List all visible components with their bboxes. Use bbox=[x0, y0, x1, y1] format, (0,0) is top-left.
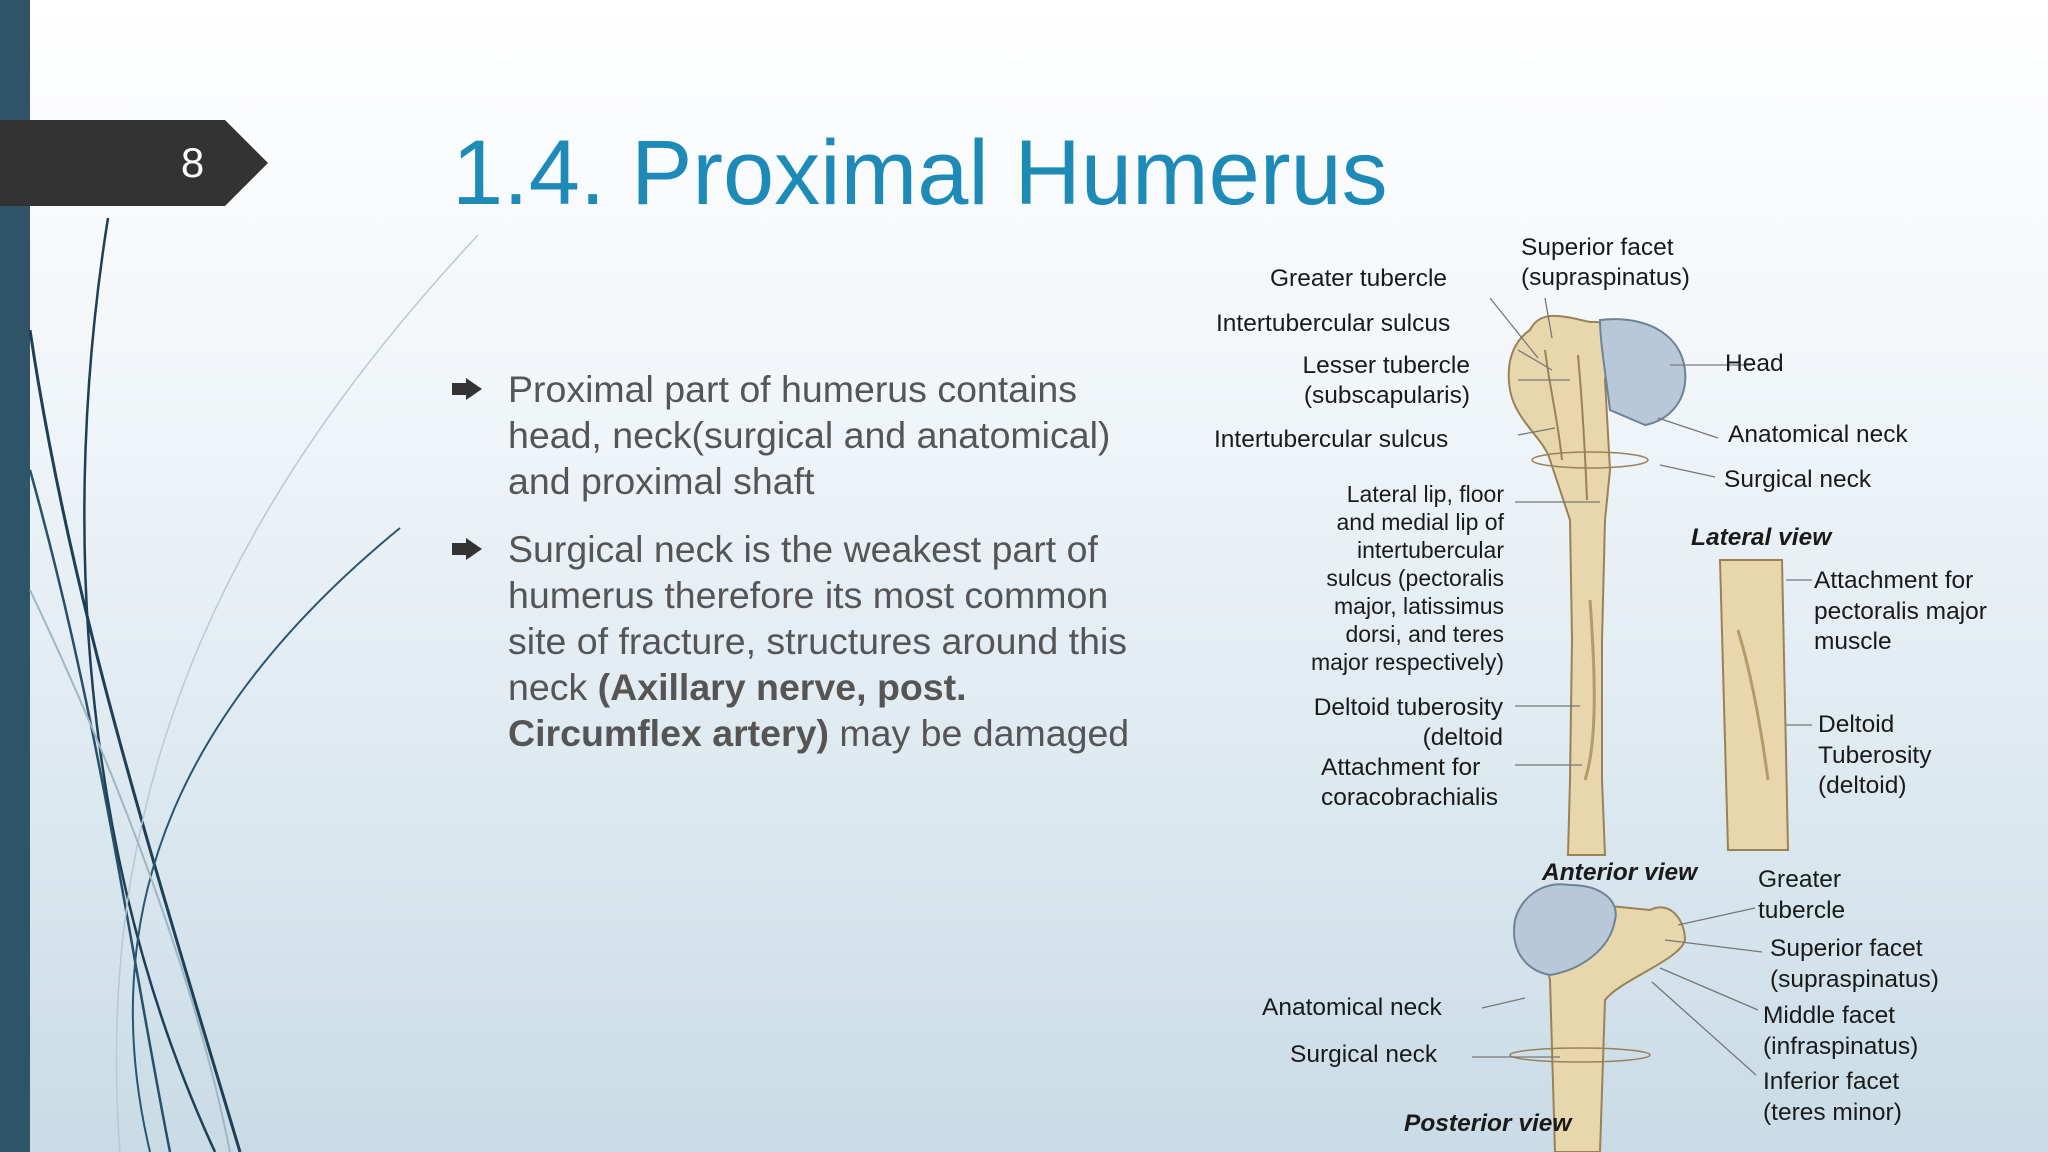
label-intertubercular-sulcus-top: Intertubercular sulcus bbox=[1216, 310, 1451, 337]
label-subscapularis: (subscapularis) bbox=[1303, 382, 1470, 409]
label-deltoid-paren: (deltoid bbox=[1422, 724, 1503, 751]
label-pectoralis-1: Attachment for bbox=[1814, 567, 1974, 594]
label-intertubercular-sulcus: Intertubercular sulcus bbox=[1214, 426, 1449, 453]
bullet-bold-text: (Axillary nerve, post. Circumflex artery) bbox=[508, 666, 967, 754]
label-attachment-for: Attachment for bbox=[1321, 754, 1481, 781]
label-lateral-lip-7: major respectively) bbox=[1311, 649, 1504, 675]
arrow-bullet-icon bbox=[452, 538, 482, 560]
label-lateral-lip-1: Lateral lip, floor bbox=[1346, 481, 1504, 507]
anterior-bone bbox=[1509, 316, 1686, 855]
bullet-text: may be damaged bbox=[828, 712, 1130, 754]
label-post-middle-2: (infraspinatus) bbox=[1763, 1033, 1919, 1060]
bullet-text: Proximal part of humerus contains head, neck(surgical and anatomical) and proximal shaft bbox=[508, 368, 1111, 502]
label-pectoralis-2: pectoralis major bbox=[1814, 598, 1987, 625]
label-lateral-lip-3: intertubercular bbox=[1356, 537, 1504, 563]
bullet-item bbox=[448, 366, 1168, 504]
label-coracobrachialis: coracobrachialis bbox=[1321, 784, 1499, 811]
slide-title: 1.4. Proximal Humerus bbox=[452, 122, 1388, 224]
humerus-diagram bbox=[1190, 220, 2010, 1152]
label-post-middle-1: Middle facet bbox=[1763, 1002, 1896, 1029]
label-lateral-view: Lateral view bbox=[1691, 524, 1832, 551]
label-anatomical-neck: Anatomical neck bbox=[1728, 421, 1908, 448]
label-post-superior-2: (supraspinatus) bbox=[1770, 966, 1939, 993]
label-surgical-neck: Surgical neck bbox=[1724, 466, 1872, 493]
label-lateral-lip-2: and medial lip of bbox=[1336, 509, 1504, 535]
bullet-list bbox=[448, 366, 1168, 778]
label-post-superior-1: Superior facet bbox=[1770, 935, 1923, 962]
bullet-item bbox=[448, 526, 1168, 756]
label-deltoid-tuberosity: Deltoid tuberosity bbox=[1313, 694, 1503, 721]
label-post-greater-2: tubercle bbox=[1758, 897, 1846, 924]
label-anterior-view: Anterior view bbox=[1542, 859, 1698, 886]
label-supraspinatus: (supraspinatus) bbox=[1521, 264, 1690, 291]
label-deltoid-1: Deltoid bbox=[1818, 711, 1895, 738]
label-lateral-lip-4: sulcus (pectoralis bbox=[1326, 565, 1504, 591]
label-superior-facet: Superior facet bbox=[1521, 234, 1674, 261]
label-posterior-view: Posterior view bbox=[1404, 1110, 1572, 1137]
label-lateral-lip-5: major, latissimus bbox=[1334, 593, 1504, 619]
slide-number: 8 bbox=[180, 139, 205, 186]
bullet-text: Surgical neck is the weakest part of humerus therefore its most common site of fracture, structures around this neck bbox=[508, 528, 1128, 708]
label-lateral-lip-6: dorsi, and teres bbox=[1345, 621, 1504, 647]
label-post-anatomical-neck: Anatomical neck bbox=[1262, 994, 1442, 1021]
label-post-greater-1: Greater bbox=[1758, 866, 1842, 893]
label-pectoralis-3: muscle bbox=[1814, 628, 1892, 655]
label-greater-tubercle: Greater tubercle bbox=[1270, 265, 1448, 292]
label-post-inferior-2: (teres minor) bbox=[1763, 1099, 1902, 1126]
arrow-bullet-icon bbox=[452, 378, 482, 400]
label-deltoid-3: (deltoid) bbox=[1818, 772, 1907, 799]
label-head: Head bbox=[1725, 350, 1784, 377]
label-deltoid-2: Tuberosity bbox=[1818, 742, 1932, 769]
label-post-surgical-neck: Surgical neck bbox=[1290, 1041, 1438, 1068]
lateral-bone bbox=[1720, 560, 1788, 850]
label-lesser-tubercle: Lesser tubercle bbox=[1302, 352, 1470, 379]
label-post-inferior-1: Inferior facet bbox=[1763, 1068, 1900, 1095]
